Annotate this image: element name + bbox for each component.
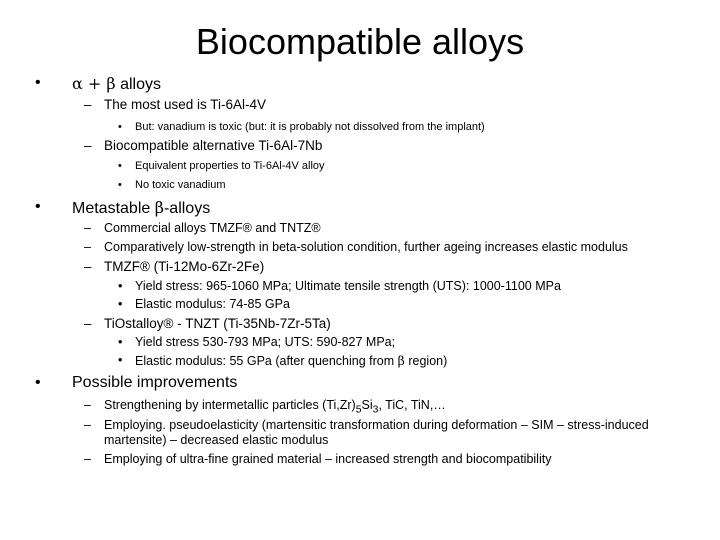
item-strengthening (104, 398, 446, 416)
alternative-alloy-name: Ti-6Al-7Nb (258, 138, 323, 153)
item-pseudoelasticity: Employing. pseudoelasticity (martensitic transformation during deformation – SIM – stress-induced martensite) – decreased elastic modulus (104, 418, 649, 447)
item-tmzf-yield: Yield stress: 965-1060 MPa; Ultimate tensile strength (UTS): 1000-1100 MPa (135, 279, 561, 293)
item-no-vanadium: No toxic vanadium (135, 179, 226, 191)
item-tmzf: TMZF® (Ti-12Mo-6Zr-2Fe) (104, 259, 265, 274)
item-low-strength: Comparatively low-strength in beta-solution condition, further ageing increases elastic modulus (104, 240, 628, 254)
bullet-marker: • (35, 198, 41, 215)
item-tiostalloy-modulus (135, 353, 447, 368)
bullet-possible-improvements: Possible improvements (72, 374, 238, 391)
dash-marker: – (84, 138, 92, 153)
bullet-marker: • (118, 121, 122, 133)
item-equivalent-properties: Equivalent properties to Ti-6Al-4V alloy (135, 160, 325, 172)
dash-marker: – (84, 452, 91, 466)
bullet-marker: • (118, 179, 122, 191)
silicon-symbol: Si (361, 398, 373, 412)
subscript: 3 (372, 404, 379, 416)
bullet-marker: • (118, 279, 123, 293)
slide-title: Biocompatible alloys (195, 21, 525, 62)
dash-marker: – (84, 418, 91, 432)
greek-beta: β (397, 353, 405, 368)
bullet-marker: • (118, 297, 123, 311)
strengthening-text: Strengthening by intermetallic particles (Ti,Zr) (104, 398, 356, 412)
item-vanadium-toxic: But: vanadium is toxic (but: it is probably not dissolved from the implant) (135, 121, 485, 133)
dash-marker: – (84, 221, 91, 235)
dash-marker: – (84, 259, 92, 274)
bullet-marker: • (35, 374, 41, 391)
dash-marker: – (84, 398, 91, 412)
item-ultrafine-grained: Employing of ultra-fine grained material – increased strength and biocompatibility (104, 452, 552, 466)
modulus-suffix: region) (404, 354, 448, 368)
item-tmzf-modulus: Elastic modulus: 74-85 GPa (135, 297, 290, 311)
subscript: 5 (355, 404, 362, 416)
item-most-used: The most used is Ti-6Al-4V (104, 97, 267, 112)
alternative-label: Biocompatible alternative (104, 138, 259, 153)
bullet-marker: • (118, 160, 122, 172)
dash-marker: – (84, 240, 91, 254)
item-tiostalloy-yield: Yield stress 530-793 MPa; UTS: 590-827 MPa; (135, 335, 396, 349)
dash-marker: – (84, 97, 92, 112)
bullet-alpha-beta-alloys (72, 74, 161, 94)
greek-alpha-plus-beta: α + β (72, 74, 116, 93)
item-commercial-alloys: Commercial alloys TMZF® and TNTZ® (104, 221, 321, 235)
dash-marker: – (84, 316, 92, 331)
alloys-suffix: -alloys (163, 200, 211, 217)
greek-beta: β (154, 198, 164, 217)
alloys-text: alloys (115, 76, 161, 93)
bullet-marker: • (35, 74, 41, 91)
bullet-marker: • (118, 335, 123, 349)
bullet-metastable-alloys (72, 198, 210, 218)
item-biocompatible-alternative (104, 138, 322, 153)
metastable-text: Metastable (72, 200, 155, 217)
bullet-marker: • (118, 353, 123, 367)
modulus-text: Elastic modulus: 55 GPa (after quenching from (135, 354, 398, 368)
strengthening-suffix: , TiC, TiN,… (378, 398, 446, 412)
item-tiostalloy: TiOstalloy® - TNZT (Ti-35Nb-7Zr-5Ta) (104, 316, 331, 331)
